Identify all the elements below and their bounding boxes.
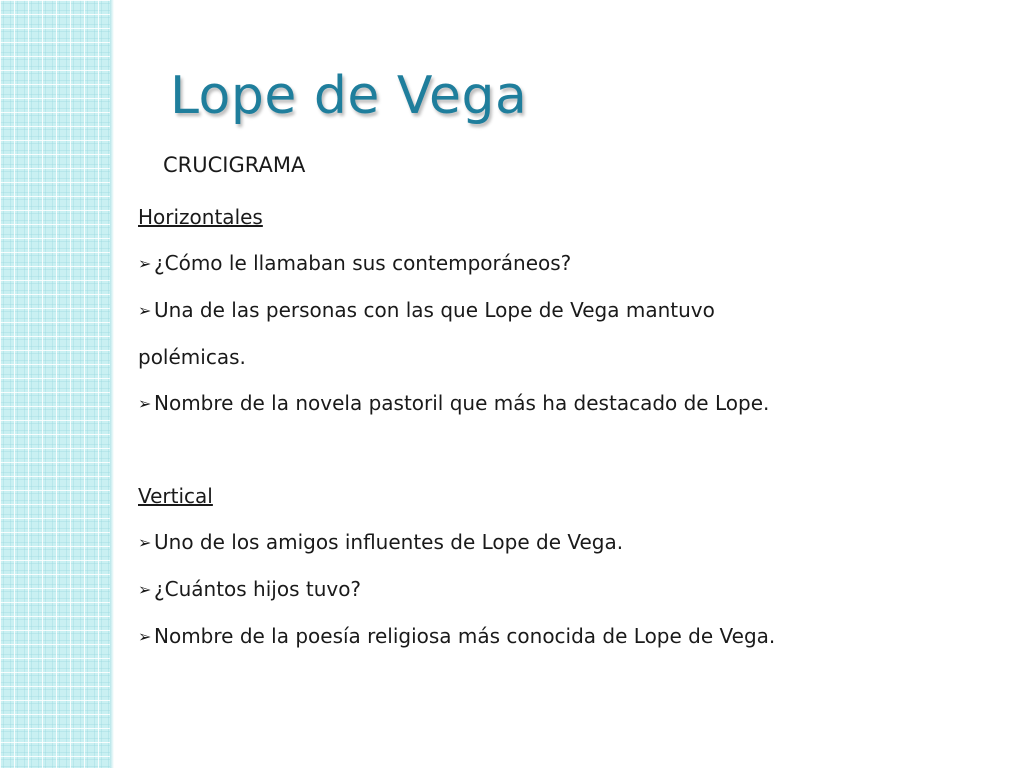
slide-title: Lope de Vega	[170, 66, 528, 126]
vertical-item-2-text: ¿Cuántos hijos tuvo?	[154, 577, 362, 601]
slide-body	[138, 194, 998, 660]
arrow-bullet-icon: ➢	[138, 254, 152, 273]
decorative-grid-strip	[0, 0, 112, 768]
vertical-item-2	[138, 566, 998, 613]
arrow-bullet-icon: ➢	[138, 533, 152, 552]
vertical-item-3-text: Nombre de la poesía religiosa más conocida de Lope de Vega.	[154, 624, 776, 648]
arrow-bullet-icon: ➢	[138, 301, 152, 320]
vertical-item-3	[138, 613, 998, 660]
arrow-bullet-icon: ➢	[138, 580, 152, 599]
arrow-bullet-icon: ➢	[138, 627, 152, 646]
horizontal-item-2-continuation: polémicas.	[138, 345, 246, 369]
horizontal-item-1-text: ¿Cómo le llamaban sus contemporáneos?	[154, 251, 572, 275]
horizontal-item-1	[138, 240, 998, 287]
horizontal-item-3-text: Nombre de la novela pastoril que más ha destacado de Lope.	[154, 391, 770, 415]
horizontal-item-3	[138, 380, 998, 427]
vertical-item-1-text: Uno de los amigos influentes de Lope de Vega.	[154, 530, 624, 554]
slide-subtitle: CRUCIGRAMA	[163, 153, 306, 177]
section-spacer	[138, 427, 998, 473]
arrow-bullet-icon: ➢	[138, 394, 152, 413]
vertical-heading: Vertical	[138, 484, 213, 508]
horizontal-item-2	[138, 287, 998, 334]
strip-edge	[110, 0, 114, 768]
horizontal-item-2-text: Una de las personas con las que Lope de Vega mantuvo	[154, 298, 715, 322]
horizontal-heading: Horizontales	[138, 205, 263, 229]
vertical-item-1	[138, 519, 998, 566]
